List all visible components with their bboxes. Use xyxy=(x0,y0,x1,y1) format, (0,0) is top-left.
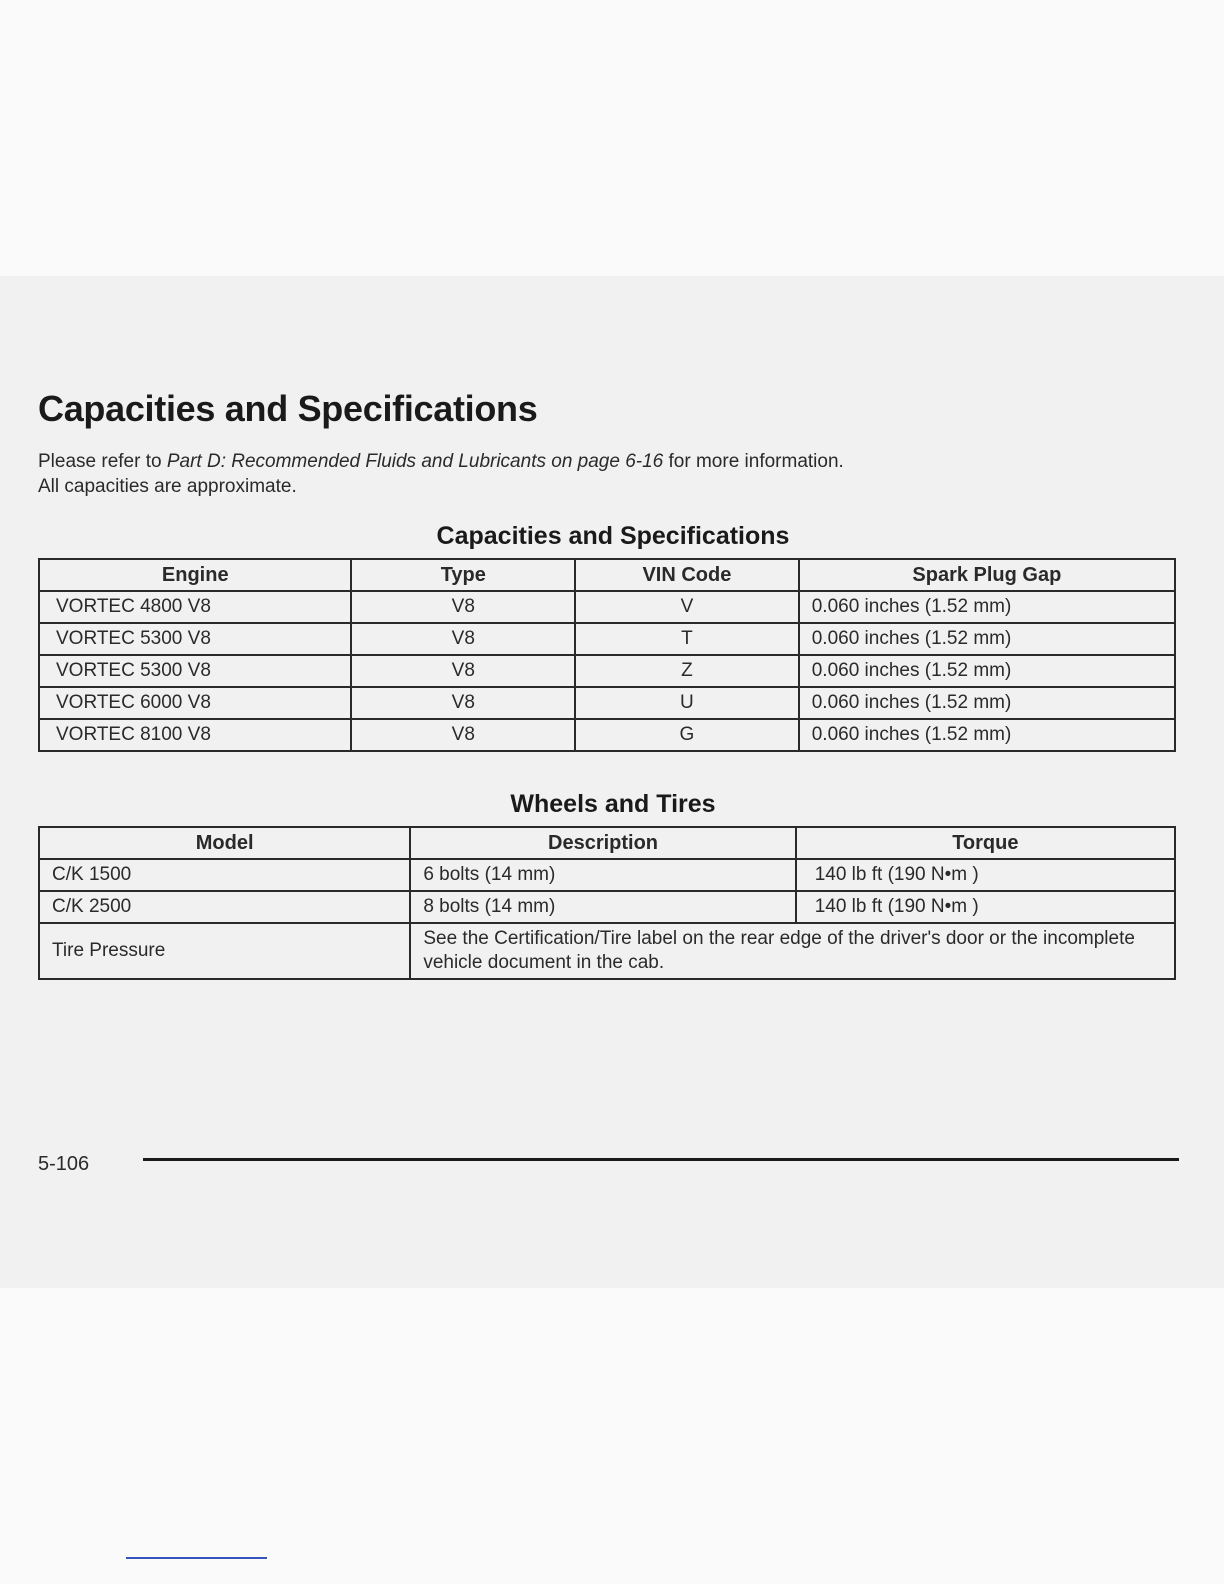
table-row xyxy=(39,923,1175,979)
table-row xyxy=(39,687,1175,719)
engine-cell: VORTEC 8100 V8 xyxy=(39,719,351,751)
spark-plug-gap-cell: 0.060 inches (1.52 mm) xyxy=(799,623,1175,655)
column-header-type: Type xyxy=(351,559,575,591)
column-header-spark-plug-gap: Spark Plug Gap xyxy=(799,559,1175,591)
table-row xyxy=(39,859,1175,891)
engine-cell: VORTEC 6000 V8 xyxy=(39,687,351,719)
table-row xyxy=(39,623,1175,655)
specs-table-caption: Capacities and Specifications xyxy=(436,522,790,550)
column-header-vin-code: VIN Code xyxy=(575,559,799,591)
intro-reference-link[interactable]: Part D: Recommended Fluids and Lubricants on page 6-16 xyxy=(166,451,664,472)
intro-prefix: Please refer to xyxy=(38,451,167,472)
vin-code-cell: Z xyxy=(575,655,799,687)
column-header-model: Model xyxy=(39,827,410,859)
engine-cell: VORTEC 4800 V8 xyxy=(39,591,351,623)
page-number: 5-106 xyxy=(38,1153,90,1175)
spark-plug-gap-cell: 0.060 inches (1.52 mm) xyxy=(799,591,1175,623)
engine-cell: VORTEC 5300 V8 xyxy=(39,623,351,655)
type-cell: V8 xyxy=(351,687,575,719)
table-row xyxy=(39,719,1175,751)
column-header-torque: Torque xyxy=(796,827,1175,859)
engine-cell: VORTEC 5300 V8 xyxy=(39,655,351,687)
table-header-row xyxy=(39,559,1175,591)
type-cell: V8 xyxy=(351,655,575,687)
wheels-tires-table xyxy=(38,826,1176,980)
spark-plug-gap-cell: 0.060 inches (1.52 mm) xyxy=(799,687,1175,719)
footer-rule xyxy=(143,1158,1179,1161)
column-header-engine: Engine xyxy=(39,559,351,591)
wheels-table-caption: Wheels and Tires xyxy=(510,790,716,818)
torque-cell: 140 lb ft (190 N•m ) xyxy=(796,859,1175,891)
intro-line-2: All capacities are approximate. xyxy=(38,476,297,497)
model-cell: C/K 1500 xyxy=(39,859,410,891)
model-cell: C/K 2500 xyxy=(39,891,410,923)
spark-plug-gap-cell: 0.060 inches (1.52 mm) xyxy=(799,655,1175,687)
column-header-description: Description xyxy=(410,827,795,859)
table-row xyxy=(39,591,1175,623)
vin-code-cell: V xyxy=(575,591,799,623)
type-cell: V8 xyxy=(351,719,575,751)
vin-code-cell: G xyxy=(575,719,799,751)
intro-text xyxy=(38,449,844,499)
page-title: Capacities and Specifications xyxy=(38,388,538,429)
intro-line-1 xyxy=(38,449,844,474)
table-row xyxy=(39,891,1175,923)
description-cell: 6 bolts (14 mm) xyxy=(410,859,795,891)
table-header-row xyxy=(39,827,1175,859)
torque-cell: 140 lb ft (190 N•m ) xyxy=(796,891,1175,923)
description-cell: 8 bolts (14 mm) xyxy=(410,891,795,923)
intro-suffix: for more information. xyxy=(663,451,844,472)
spark-plug-gap-cell: 0.060 inches (1.52 mm) xyxy=(799,719,1175,751)
capacities-specifications-table xyxy=(38,558,1176,752)
vin-code-cell: T xyxy=(575,623,799,655)
tire-pressure-note: See the Certification/Tire label on the rear edge of the driver's door or the incomplete vehicle document in the cab. xyxy=(410,923,1175,979)
vin-code-cell: U xyxy=(575,687,799,719)
tire-pressure-label: Tire Pressure xyxy=(39,923,410,979)
type-cell: V8 xyxy=(351,591,575,623)
type-cell: V8 xyxy=(351,623,575,655)
bottom-link-underline xyxy=(126,1557,267,1559)
table-row xyxy=(39,655,1175,687)
